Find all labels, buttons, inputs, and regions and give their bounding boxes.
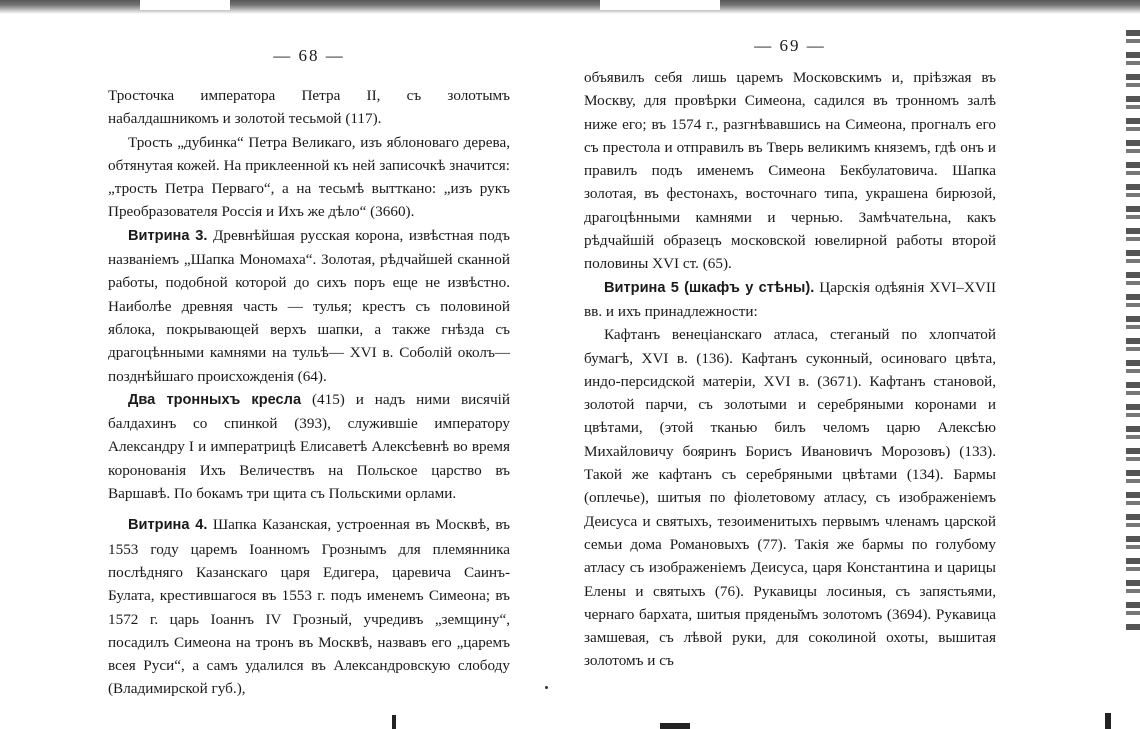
paragraph-text: (415) и надъ ними висячiй балдахинъ со спинкой (393), служившiе императору Александру I и императрицѣ Елисаветѣ Алексѣевнѣ во время коронованiя Ихъ Величествъ на Польское царство въ Варшавѣ. По бокамъ три щита съ Польскими орлами. [108, 390, 510, 503]
scan-top-gap [600, 0, 720, 10]
paragraph [584, 276, 996, 324]
paragraph-text: объявилъ себя лишь царемъ Московскимъ и, прiѣзжая въ Москву, для провѣрки Симеона, садился въ тронномъ залѣ ниже его; въ 1574 г., разгнѣвавшись на Симеона, прогналъ его съ престола и отправилъ въ Тверь великимъ княземъ, гдѣ онъ и правилъ подъ именемъ Симеона Бекбулатовича. Шапка золотая, въ фестонахъ, восточнаго типа, украшена бирюзой, драгоцѣнными камнями и чернью. Замѣчательна, какъ рѣдчайшiй образецъ московской ювелирной работы второй половины XVI ст. (65). [584, 69, 996, 273]
paragraph [108, 84, 510, 131]
left-page [108, 30, 510, 701]
paragraph-text: Кафтанъ венецiанскаго атласа, стеганый по хлопчатой бумагѣ, XVI в. (136). Кафтанъ суконный, осиноваго цвѣта, индо-персидской матерiи, XVI в. (3671). Кафтанъ становой, золотой парчи, съ золотыми и серебряными коронами и цвѣтами, (этой тканью билъ челомъ царю Алексѣю Михайловичу бояринъ Борисъ Ивановичъ Морозовъ) (133). Такой же кафтанъ съ серебряными цвѣтами (134). Бармы (оплечье), шитыя по фiолетовому атласу, съ изображенiемъ Деисуса и святыхъ, тезоименитыхъ первымъ членамъ царской семьи дома Романовыхъ (77). Такiя же бармы по голубому атласу съ изображенiемъ Деисуса, царя Константина и царицы Елены и святыхъ (76). Рукавицы лосиныя, съ запястьями, чернаго бархата, шитыя прядены̆мъ золотомъ (3694). Рукавица замшевая, съ лѣвой руки, для соколиной охоты, вышитая золотомъ и съ [584, 326, 996, 670]
paragraph-text: Тросточка императора Петра II, съ золотымъ набалдашникомъ и золотой тесьмой (117). [108, 87, 510, 128]
scan-right-edge [1126, 30, 1140, 630]
scan-bottom-mark [660, 723, 690, 729]
paragraph [108, 388, 510, 505]
paragraph-text: Шапка Казанская, устроенная въ Москвѣ, въ 1553 году царемъ Iоанномъ Грознымъ для племянника послѣдняго Казанскаго царя Едигера, царевича Саинъ-Булата, крестившагося въ 1553 г. подъ именемъ Симеона; въ 1572 г. царь Iоаннъ IV Грозный, учредивъ „земщину“, посадилъ Симеона на тронъ въ Москвѣ, назвавъ его „царемъ всея Руси“, а самъ удалился въ Александровскую слободу (Владимирской губ.), [108, 516, 510, 698]
scan-top-gap [140, 0, 230, 10]
paragraph [584, 323, 996, 672]
paragraph [108, 513, 510, 700]
page-number-right: — 69 — [754, 36, 826, 55]
scan-bottom-mark [1105, 713, 1111, 729]
paragraph [108, 224, 510, 388]
paragraph-text: Царскiя одѣянiя XVI–XVII вв. и ихъ принадлежности: [584, 278, 997, 320]
page-number-left: — 68 — [273, 46, 345, 65]
paragraph [108, 131, 510, 224]
paragraph-heading: Витрина 4. [128, 517, 208, 534]
paragraph-heading: Витрина 3. [128, 227, 208, 244]
paragraph-text: Древнѣйшая русская корона, извѣстная подъ названiемъ „Шапка Мономаха“. Золотая, рѣдчайшей сканной работы, подобной которой до сихъ поръ еще не извѣстно. Наиболѣе древняя часть — тулья; крестъ съ половиной яблока, покрывающей верхъ шапки, а также гнѣзда съ драгоцѣнными камнями на тульѣ— XVI в. Соболiй околъ—позднѣйшаго происхожденiя (64). [108, 226, 511, 385]
left-page-text [108, 84, 510, 701]
paragraph-heading: Витрина 5 (шкафъ у стѣны). [604, 279, 815, 296]
paragraph-text: Трость „дубинка“ Петра Великаго, изъ яблоноваго дерева, обтянутая кожей. На приклеенной къ ней записочкѣ значится: „трость Петра Перваго“, а на тесьмѣ вытткано: „изъ рукъ Преобразователя Россiя и Ихъ же дѣло“ (3660). [108, 133, 510, 221]
right-page [584, 30, 996, 673]
scan-speck [545, 686, 548, 689]
paragraph-heading: Два тронныхъ кресла [128, 391, 302, 408]
paragraph [584, 66, 996, 276]
scan-bottom-mark [392, 715, 396, 729]
right-page-text [584, 66, 996, 673]
